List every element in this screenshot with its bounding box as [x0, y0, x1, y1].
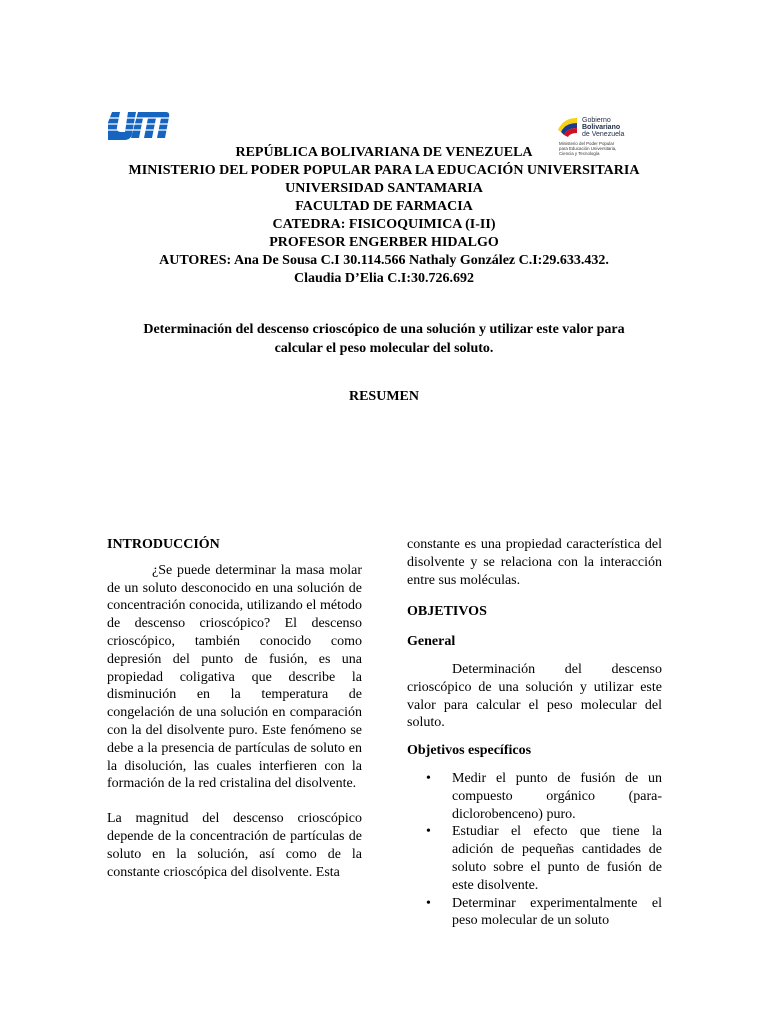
header-line: REPÚBLICA BOLIVARIANA DE VENEZUELA: [235, 145, 533, 160]
header-line: UNIVERSIDAD SANTAMARIA: [285, 181, 483, 196]
gov-sub-line: Ministerio del Poder Popular: [559, 141, 615, 146]
introduccion-paragraph-2: La magnitud del descenso crioscópico depende de la concentración de partículas de soluto en la solución, así como de la constante crioscópica del disolvente. Esta: [107, 811, 362, 880]
header-line: CATEDRA: FISICOQUIMICA (I-II): [272, 217, 496, 232]
objetivos-especificos-heading: Objetivos específicos: [407, 743, 532, 759]
list-item: • Medir el punto de fusión de un compuesto orgánico (para-diclorobenceno) puro.: [407, 770, 662, 823]
right-column: [407, 536, 662, 930]
continuation-paragraph: constante es una propiedad característica del disolvente y se relaciona con la interacción entre sus moléculas.: [407, 537, 662, 588]
specific-objectives-list: [407, 770, 662, 930]
left-column: [107, 536, 362, 881]
university-logo: [108, 110, 170, 140]
gov-sub-line: para Educación Universitaria,: [559, 146, 617, 151]
title-line: calcular el peso molecular del soluto.: [274, 341, 494, 356]
gov-name-line2: Bolivariano: [582, 124, 621, 131]
document-title: [100, 320, 668, 358]
introduccion-paragraph-1: ¿Se puede determinar la masa molar de un soluto desconocido en una solución de concentración conocida, utilizando el método de descenso crioscópico? El descenso crioscópico, también conocido como depresión del punto de fusión, es una propiedad coligativa que describe la disminución en la temperatura de congelación de una solución en comparación con la del disolvente puro. Este fenómeno se debe a la presencia de partículas de soluto en la disolución, las cuales interfieren con la formación de la red cristalina del disolvente.: [107, 562, 362, 792]
header-line: AUTORES: Ana De Sousa C.I 30.114.566 Nathaly González C.I:29.633.432.: [159, 253, 609, 268]
title-line: Determinación del descenso crioscópico de una solución y utilizar este valor para: [143, 322, 625, 337]
header-line: MINISTERIO DEL PODER POPULAR PARA LA EDUCACIÓN UNIVERSITARIA: [128, 163, 640, 178]
header-line: PROFESOR ENGERBER HIDALGO: [269, 235, 499, 250]
introduccion-heading: INTRODUCCIÓN: [107, 537, 220, 552]
gov-sub-line: Ciencia y Tecnología: [559, 151, 600, 156]
resumen-heading: RESUMEN: [348, 389, 419, 404]
document-header: [60, 144, 708, 288]
list-item: • Estudiar el efecto que tiene la adición de pequeñas cantidades de soluto sobre el punto de fusión de este disolvente.: [407, 823, 662, 894]
venezuela-flag-icon: [557, 116, 579, 138]
header-line: Claudia D’Elia C.I:30.726.692: [293, 271, 475, 286]
header-line: FACULTAD DE FARMACIA: [295, 199, 473, 214]
general-objective-text: Determinación del descenso crioscópico de una solución y utilizar este valor para calcular el peso molecular del soluto.: [407, 661, 662, 731]
general-heading: General: [407, 634, 456, 650]
list-item: • Determinar experimentalmente el peso molecular de un soluto: [407, 895, 662, 931]
gov-name-line3: de Venezuela: [582, 131, 625, 138]
objetivos-heading: OBJETIVOS: [407, 604, 487, 620]
gov-name-line1: Gobierno: [582, 117, 611, 124]
